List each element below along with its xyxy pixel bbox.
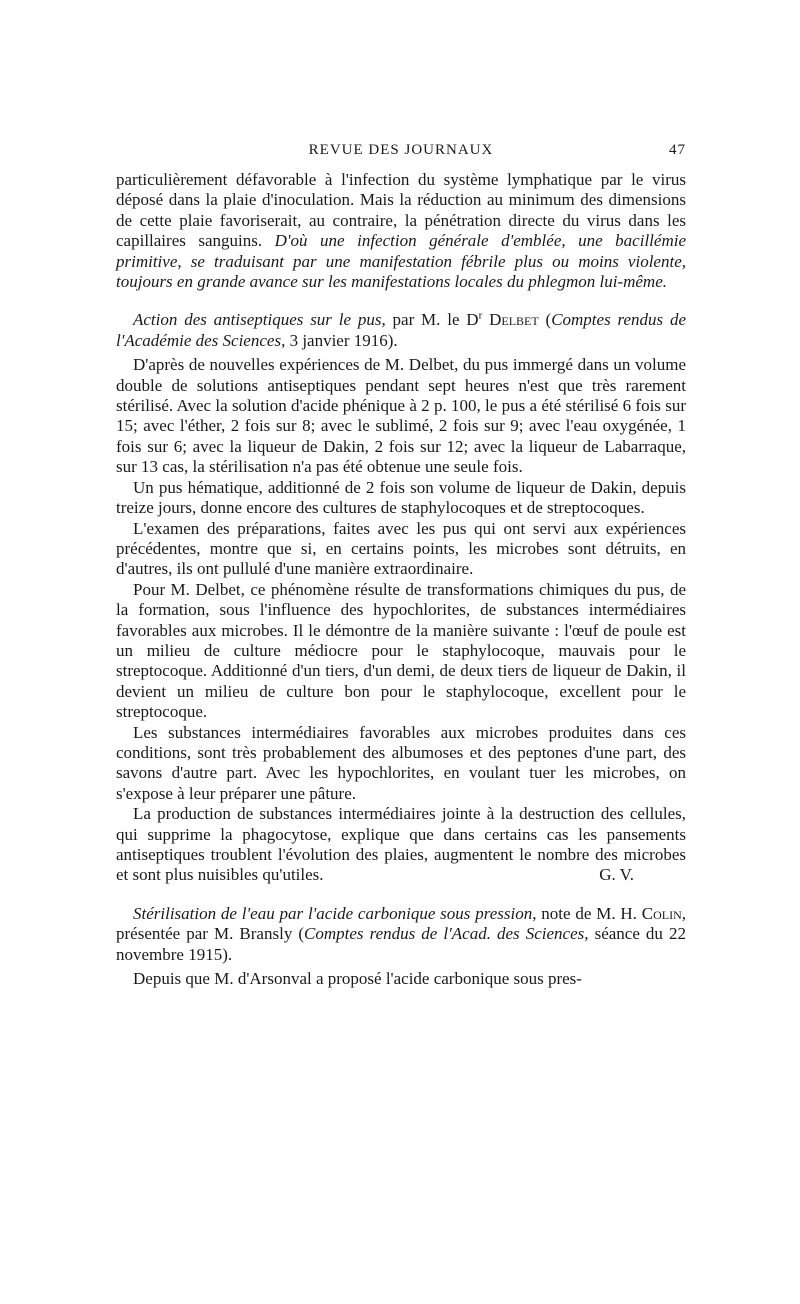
article1-paragraph: La production de substances intermédiaires jointe à la destruction des cellules, qui supprime la phagocytose, explique que dans certains cas les pansements antiseptiques troublent l'évolution des plaies, augmentent le nombre des microbes et sont plus nuisibles qu'utiles. <box>116 804 686 885</box>
article2-author: Colin <box>641 903 682 923</box>
article2-title: Stérilisation de l'eau par l'acide carbonique sous pression <box>133 903 533 923</box>
article1-source-open: ( <box>538 310 552 330</box>
article2-presented: , présentée par M. Bransly ( <box>116 903 687 944</box>
article1-heading <box>116 310 686 351</box>
article2-note-by: , note de M. H. <box>532 903 642 923</box>
running-head <box>116 140 686 164</box>
article2-date: , séance du 22 novembre 1915). <box>116 924 686 964</box>
document-page <box>116 140 686 989</box>
article1-paragraph: L'examen des préparations, faites avec les pus qui ont servi aux expériences précédentes, montre que si, en certains points, les microbes sont détruits, en d'autres, ils ont pullulé d'une manière extraordinaire. <box>116 518 686 579</box>
article1-author: Delbet <box>489 310 539 330</box>
article1-sup: r <box>478 309 483 322</box>
running-title: REVUE DES JOURNAUX <box>308 142 494 158</box>
article1-signature: G. V. <box>599 865 634 885</box>
article1-source: Comptes rendus de l'Académie des Sciences <box>116 310 687 350</box>
article1-paragraph: D'après de nouvelles expériences de M. Delbet, du pus immergé dans un volume double de solutions antiseptiques pendant sept heures n'est que très rarement stérilisé. Avec la solution d'acide phénique à 2 p. 100, le pus a été stérilisé 6 fois sur 15; avec l'éther, 2 fois sur 8; avec le sublimé, 2 fois sur 9; avec l'eau oxygénée, 1 fois sur 6; avec la liqueur de Dakin, 2 fois sur 12; avec la liqueur de Labarraque, sur 13 cas, la stérilisation n'a pas été obtenue une seule fois. <box>116 355 686 477</box>
continuation-text: particulièrement défavorable à l'infection du système lymphatique par le virus déposé dans la plaie d'inoculation. Mais la réduction au minimum des dimensions de cette plaie favoriserait, au contraire, la pénétration directe du virus dans les capillaires sanguins. <box>116 170 686 251</box>
article1-paragraph: Un pus hématique, additionné de 2 fois son volume de liqueur de Dakin, depuis treize jours, donne encore des cultures de staphylocoques et de streptocoques. <box>116 477 686 518</box>
page-number: 47 <box>669 142 686 158</box>
article1-title: Action des antiseptiques sur le pus <box>133 310 382 330</box>
article1-by: , par M. le D <box>381 310 479 330</box>
article1-paragraph: Les substances intermédiaires favorables aux microbes produites dans ces conditions, sont très probablement des albumoses et des peptones d'une part, des savons d'autre part. Avec les hypochlorites, en voulant tuer les microbes, on s'expose à leur préparer une pâture. <box>116 722 686 803</box>
article2-source: Comptes rendus de l'Acad. des Sciences <box>304 924 585 944</box>
article1-paragraph: Pour M. Delbet, ce phénomène résulte de transformations chimiques du pus, de la formation, sous l'influence des hypochlorites, de substances intermédiaires favorables aux microbes. Il le démontre de la manière suivante : l'œuf de poule est un milieu de culture médiocre pour le staphylocoque, mauvais pour le streptocoque. Additionné d'un tiers, d'un demi, de deux tiers de liqueur de Dakin, il devient un milieu de culture bon pour le staphylocoque, excellent pour le streptocoque. <box>116 579 686 722</box>
continuation-paragraph <box>116 170 686 292</box>
article2-heading <box>116 904 686 965</box>
article1-date: , 3 janvier 1916). <box>281 330 398 350</box>
continuation-italic: D'où une infection générale d'emblée, une bacillémie primitive, se traduisant par une manifestation fébrile plus ou moins violente, toujours en grande avance sur les manifestations locales du phlegmon lui-même. <box>116 231 686 292</box>
article2-paragraph: Depuis que M. d'Arsonval a proposé l'acide carbonique sous pres- <box>133 969 582 989</box>
